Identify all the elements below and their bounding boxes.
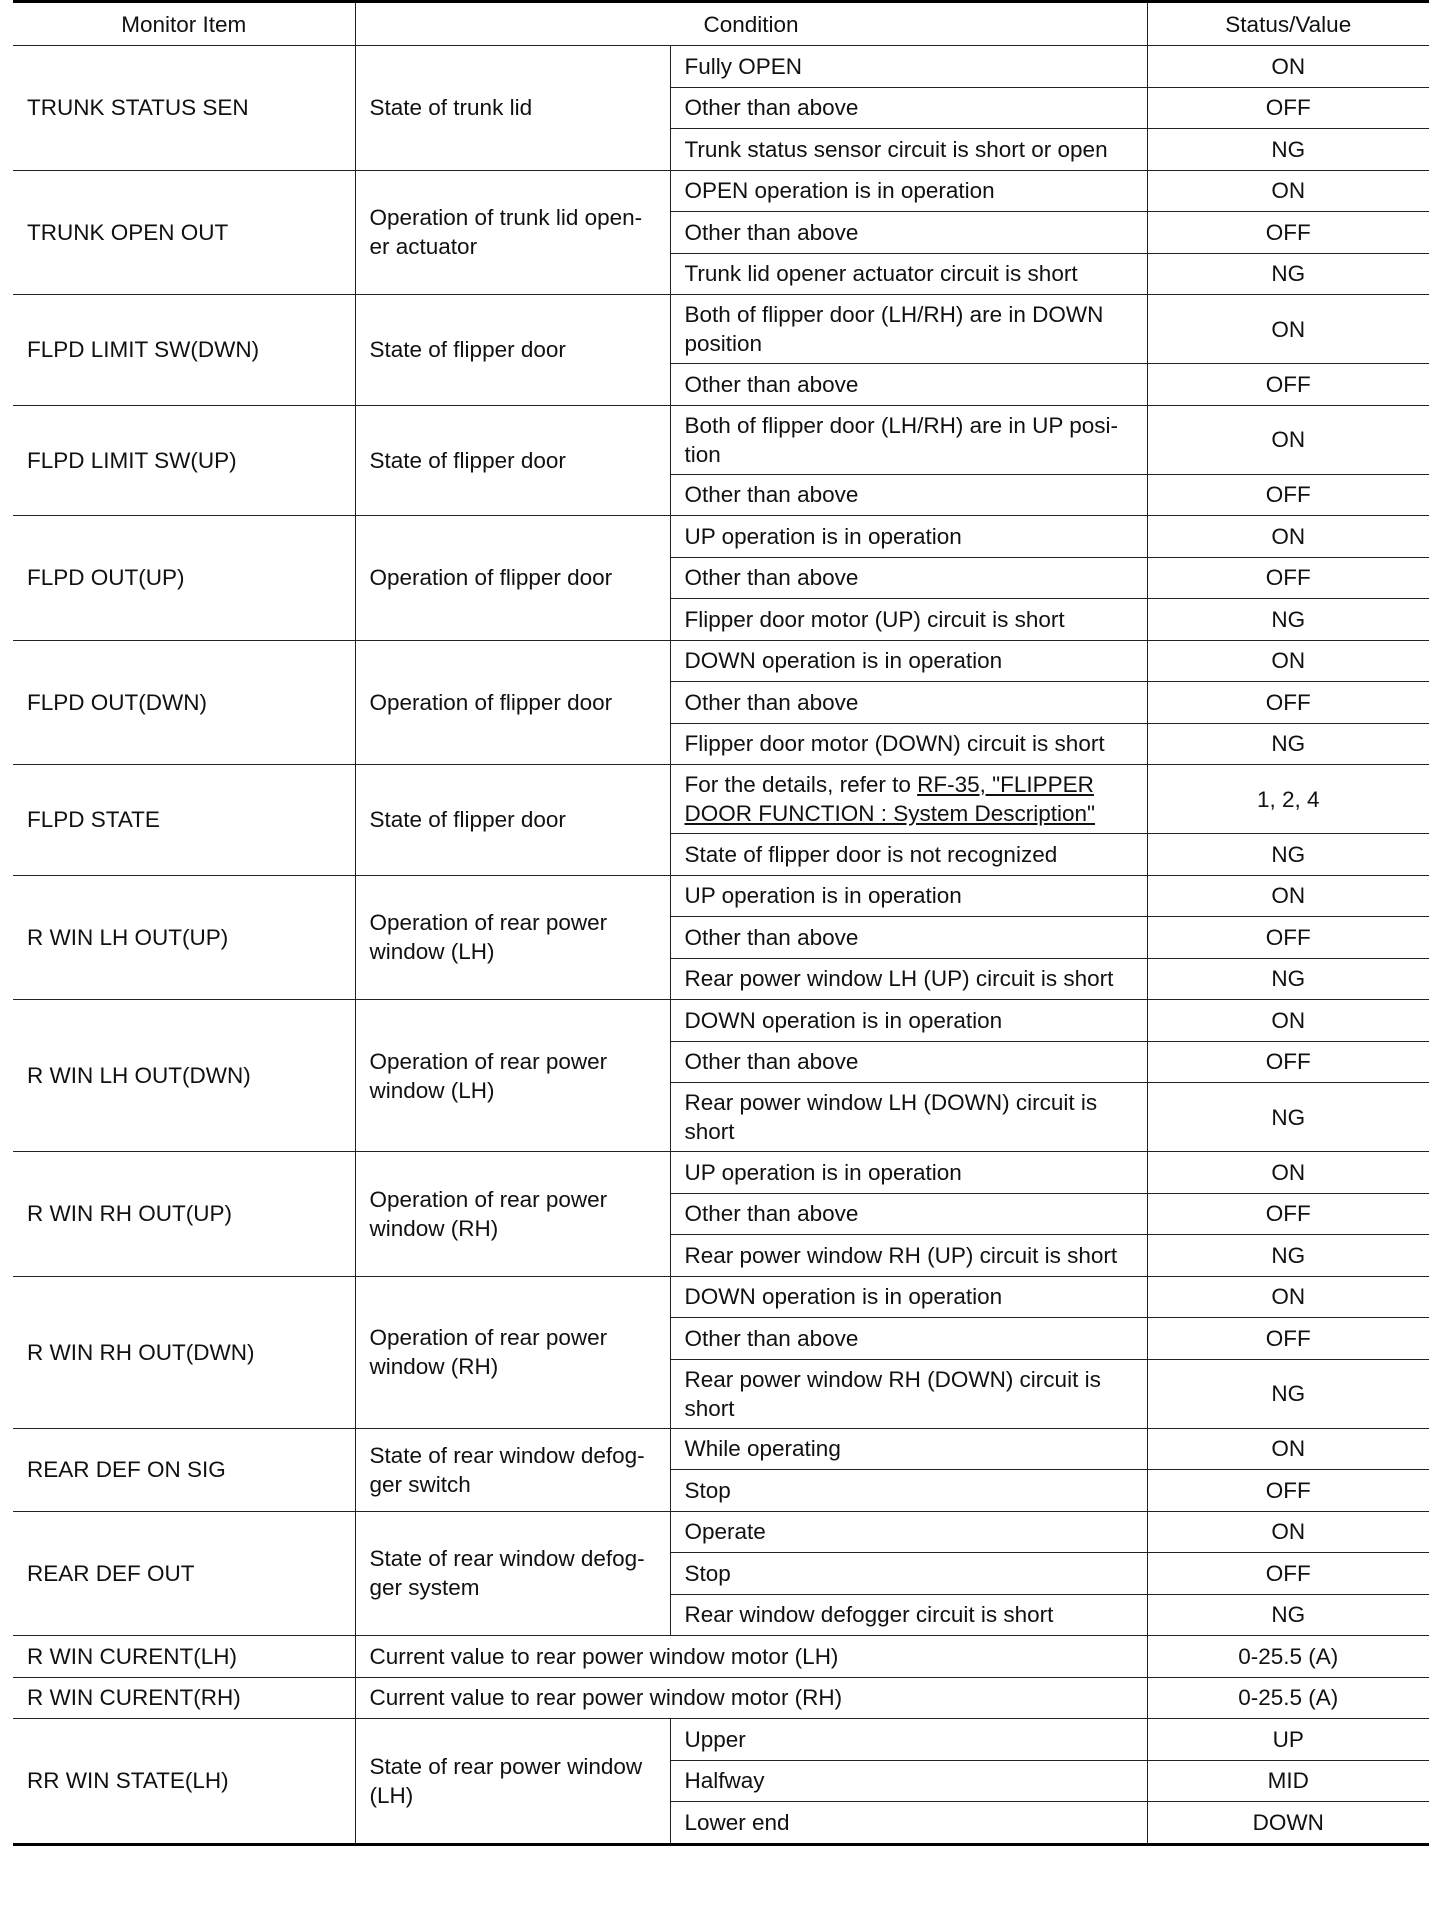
condition-cell: Current value to rear power window motor (RH) (355, 1677, 1147, 1719)
header-status-value: Status/Value (1147, 2, 1429, 46)
condition-detail-cell: Rear power window RH (DOWN) circuit is short (670, 1359, 1147, 1428)
table-row (13, 1000, 1429, 1042)
condition-detail-cell: Both of flipper door (LH/RH) are in DOWN position (670, 295, 1147, 364)
header-monitor-item: Monitor Item (13, 2, 355, 46)
condition-cell: State of flipper door (355, 765, 670, 876)
status-value-cell: NG (1147, 834, 1429, 876)
condition-detail-cell: Rear power window RH (UP) circuit is short (670, 1235, 1147, 1277)
condition-cell: State of flipper door (355, 295, 670, 406)
status-value-cell: ON (1147, 1000, 1429, 1042)
condition-detail-cell: Other than above (670, 212, 1147, 254)
status-value-cell: ON (1147, 170, 1429, 212)
condition-detail-cell: Lower end (670, 1802, 1147, 1845)
status-value-cell: 0-25.5 (A) (1147, 1636, 1429, 1678)
table-body (13, 46, 1429, 1845)
table-row (13, 405, 1429, 474)
condition-detail-cell: Upper (670, 1719, 1147, 1761)
status-value-cell: MID (1147, 1760, 1429, 1802)
monitor-item-cell: FLPD LIMIT SW(DWN) (13, 295, 355, 406)
condition-detail-cell: Other than above (670, 917, 1147, 959)
table-row (13, 640, 1429, 682)
status-value-cell: ON (1147, 516, 1429, 558)
status-value-cell: OFF (1147, 1193, 1429, 1235)
condition-cell: Operation of rear power window (LH) (355, 1000, 670, 1152)
condition-detail-cell: Operate (670, 1511, 1147, 1553)
status-value-cell: ON (1147, 1276, 1429, 1318)
status-value-cell: NG (1147, 1083, 1429, 1152)
condition-detail-cell: Other than above (670, 1318, 1147, 1360)
condition-cell: Operation of trunk lid open-er actuator (355, 170, 670, 295)
status-value-cell: ON (1147, 1428, 1429, 1470)
table-row (13, 1428, 1429, 1470)
condition-detail-cell: UP operation is in operation (670, 875, 1147, 917)
table-row (13, 1677, 1429, 1719)
status-value-cell: DOWN (1147, 1802, 1429, 1845)
condition-cell: State of flipper door (355, 405, 670, 516)
monitor-item-table (13, 0, 1429, 1846)
condition-detail-cell: DOWN operation is in operation (670, 1276, 1147, 1318)
table-row (13, 170, 1429, 212)
monitor-item-cell: R WIN CURENT(LH) (13, 1636, 355, 1678)
monitor-item-cell: R WIN CURENT(RH) (13, 1677, 355, 1719)
table-row (13, 295, 1429, 364)
condition-detail-cell: Both of flipper door (LH/RH) are in UP posi-tion (670, 405, 1147, 474)
condition-detail-cell: Flipper door motor (DOWN) circuit is short (670, 723, 1147, 765)
status-value-cell: NG (1147, 599, 1429, 641)
monitor-item-cell: FLPD LIMIT SW(UP) (13, 405, 355, 516)
header-condition: Condition (355, 2, 1147, 46)
condition-detail-cell: UP operation is in operation (670, 516, 1147, 558)
status-value-cell: ON (1147, 405, 1429, 474)
status-value-cell: ON (1147, 1511, 1429, 1553)
status-value-cell: ON (1147, 875, 1429, 917)
status-value-cell: UP (1147, 1719, 1429, 1761)
monitor-item-cell: R WIN RH OUT(DWN) (13, 1276, 355, 1428)
condition-detail-cell: Rear power window LH (DOWN) circuit is short (670, 1083, 1147, 1152)
table-row (13, 765, 1429, 834)
condition-detail-cell: Stop (670, 1470, 1147, 1512)
status-value-cell: OFF (1147, 474, 1429, 516)
condition-detail-cell: Other than above (670, 364, 1147, 406)
status-value-cell: OFF (1147, 1318, 1429, 1360)
condition-detail-cell: UP operation is in operation (670, 1152, 1147, 1194)
table-row (13, 1276, 1429, 1318)
header-row (13, 2, 1429, 46)
condition-detail-cell: Stop (670, 1553, 1147, 1595)
condition-detail-cell: Other than above (670, 682, 1147, 724)
monitor-item-cell: R WIN LH OUT(UP) (13, 875, 355, 1000)
monitor-item-cell: FLPD OUT(DWN) (13, 640, 355, 765)
condition-detail-cell: Fully OPEN (670, 46, 1147, 88)
status-value-cell: NG (1147, 253, 1429, 295)
condition-detail-cell: Trunk status sensor circuit is short or open (670, 129, 1147, 171)
condition-detail-cell (670, 765, 1147, 834)
table-row (13, 1719, 1429, 1761)
monitor-item-cell: R WIN LH OUT(DWN) (13, 1000, 355, 1152)
status-value-cell: OFF (1147, 1470, 1429, 1512)
table-row (13, 875, 1429, 917)
table-row (13, 1152, 1429, 1194)
status-value-cell: ON (1147, 46, 1429, 88)
status-value-cell: OFF (1147, 557, 1429, 599)
status-value-cell: ON (1147, 640, 1429, 682)
status-value-cell: 0-25.5 (A) (1147, 1677, 1429, 1719)
monitor-item-cell: REAR DEF ON SIG (13, 1428, 355, 1511)
monitor-item-cell: FLPD STATE (13, 765, 355, 876)
status-value-cell: OFF (1147, 212, 1429, 254)
condition-cell: Operation of rear power window (RH) (355, 1152, 670, 1277)
condition-detail-cell: State of flipper door is not recognized (670, 834, 1147, 876)
condition-detail-cell: Other than above (670, 87, 1147, 129)
status-value-cell: ON (1147, 295, 1429, 364)
status-value-cell: OFF (1147, 87, 1429, 129)
status-value-cell: OFF (1147, 364, 1429, 406)
condition-detail-cell: Halfway (670, 1760, 1147, 1802)
status-value-cell: NG (1147, 723, 1429, 765)
status-value-cell: NG (1147, 1359, 1429, 1428)
condition-detail-cell: Other than above (670, 474, 1147, 516)
condition-detail-cell: Rear window defogger circuit is short (670, 1594, 1147, 1636)
condition-cell: Operation of flipper door (355, 516, 670, 641)
condition-cell: State of trunk lid (355, 46, 670, 171)
condition-detail-cell: Trunk lid opener actuator circuit is short (670, 253, 1147, 295)
condition-cell: State of rear window defog-ger system (355, 1511, 670, 1636)
monitor-item-cell: RR WIN STATE(LH) (13, 1719, 355, 1845)
condition-cell: State of rear power window (LH) (355, 1719, 670, 1845)
monitor-item-cell: TRUNK OPEN OUT (13, 170, 355, 295)
status-value-cell: NG (1147, 1235, 1429, 1277)
condition-detail-cell: Other than above (670, 1193, 1147, 1235)
condition-detail-text: For the details, refer to (684, 772, 911, 797)
condition-detail-cell: DOWN operation is in operation (670, 1000, 1147, 1042)
monitor-item-cell: R WIN RH OUT(UP) (13, 1152, 355, 1277)
condition-detail-cell: While operating (670, 1428, 1147, 1470)
table-row (13, 1636, 1429, 1678)
reference-link[interactable]: RF-35, "FLIPPER DOOR FUNCTION : System Description" (684, 772, 1096, 826)
condition-cell: Operation of flipper door (355, 640, 670, 765)
condition-detail-cell: Flipper door motor (UP) circuit is short (670, 599, 1147, 641)
status-value-cell: NG (1147, 129, 1429, 171)
monitor-item-cell: REAR DEF OUT (13, 1511, 355, 1636)
condition-cell: Operation of rear power window (LH) (355, 875, 670, 1000)
status-value-cell: ON (1147, 1152, 1429, 1194)
status-value-cell: OFF (1147, 1041, 1429, 1083)
condition-detail-cell: OPEN operation is in operation (670, 170, 1147, 212)
monitor-item-cell: TRUNK STATUS SEN (13, 46, 355, 171)
status-value-cell: OFF (1147, 682, 1429, 724)
status-value-cell: NG (1147, 1594, 1429, 1636)
status-value-cell: NG (1147, 958, 1429, 1000)
condition-detail-cell: Other than above (670, 1041, 1147, 1083)
monitor-table-container (13, 0, 1429, 1846)
condition-detail-cell: Other than above (670, 557, 1147, 599)
status-value-cell: OFF (1147, 917, 1429, 959)
monitor-item-cell: FLPD OUT(UP) (13, 516, 355, 641)
status-value-cell: 1, 2, 4 (1147, 765, 1429, 834)
condition-detail-cell: Rear power window LH (UP) circuit is short (670, 958, 1147, 1000)
table-row (13, 46, 1429, 88)
status-value-cell: OFF (1147, 1553, 1429, 1595)
table-row (13, 1511, 1429, 1553)
table-row (13, 516, 1429, 558)
condition-cell: Operation of rear power window (RH) (355, 1276, 670, 1428)
condition-cell: State of rear window defog-ger switch (355, 1428, 670, 1511)
condition-detail-cell: DOWN operation is in operation (670, 640, 1147, 682)
condition-cell: Current value to rear power window motor (LH) (355, 1636, 1147, 1678)
